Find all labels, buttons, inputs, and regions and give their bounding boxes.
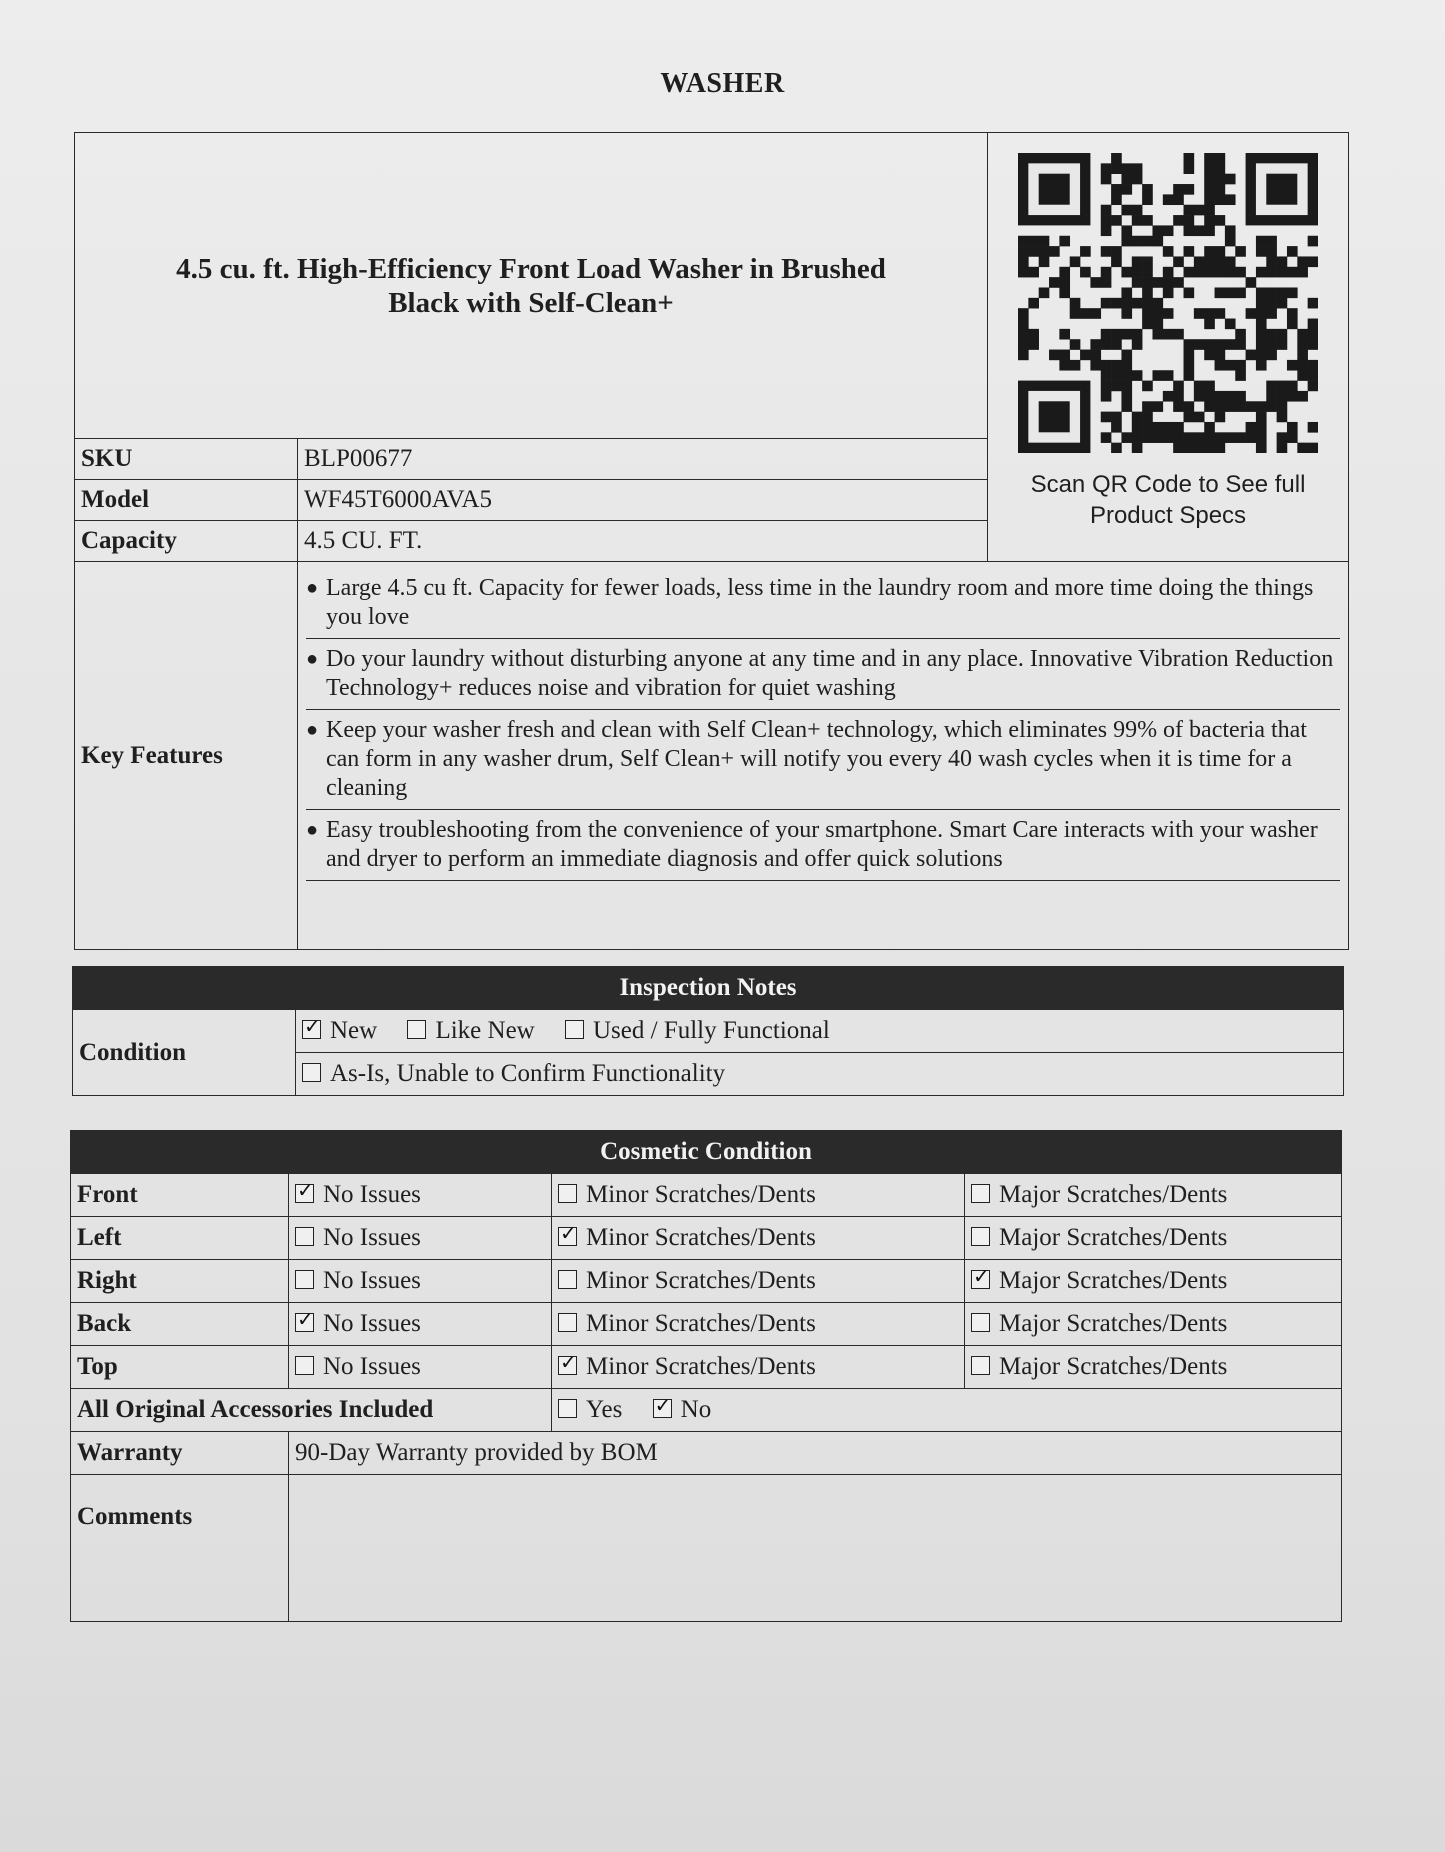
cosmetic-row-label: Left bbox=[71, 1217, 289, 1260]
condition-option-new[interactable]: ✓New bbox=[302, 1017, 377, 1044]
cosmetic-row-label: Front bbox=[71, 1174, 289, 1217]
spec-label: Model bbox=[75, 480, 298, 521]
checkbox-icon[interactable] bbox=[302, 1020, 321, 1039]
feature-item: ● Large 4.5 cu ft. Capacity for fewer loads, less time in the laundry room and more time doing the things you love bbox=[306, 568, 1340, 639]
cosmetic-option-major[interactable]: Major Scratches/Dents bbox=[965, 1346, 1342, 1389]
condition-options-row1 bbox=[296, 1010, 1344, 1053]
warranty-value: 90-Day Warranty provided by BOM bbox=[289, 1432, 1342, 1475]
checkbox-icon[interactable] bbox=[558, 1227, 577, 1246]
cosmetic-option-no-issues[interactable]: No Issues bbox=[289, 1217, 552, 1260]
checkbox-icon[interactable] bbox=[971, 1227, 990, 1246]
feature-item: ● Keep your washer fresh and clean with Self Clean+ technology, which eliminates 99% of bacteria that can form in any washer drum, Self Clean+ will notify you every 40 wash cycles when it is time for a cleaning bbox=[306, 710, 1340, 810]
cosmetic-option-minor[interactable]: Minor Scratches/Dents bbox=[552, 1174, 965, 1217]
accessories-option-yes[interactable]: Yes bbox=[558, 1396, 622, 1423]
cosmetic-option-major[interactable]: Major Scratches/Dents bbox=[965, 1174, 1342, 1217]
comments-label: Comments bbox=[71, 1475, 289, 1622]
product-table bbox=[74, 132, 1349, 950]
warranty-label: Warranty bbox=[71, 1432, 289, 1475]
accessories-options bbox=[552, 1389, 1342, 1432]
checkbox-icon[interactable] bbox=[295, 1227, 314, 1246]
cosmetic-row-top bbox=[71, 1346, 1342, 1389]
accessories-label: All Original Accessories Included bbox=[71, 1389, 552, 1432]
cosmetic-option-no-issues[interactable]: No Issues bbox=[289, 1260, 552, 1303]
spec-value: WF45T6000AVA5 bbox=[298, 480, 988, 521]
feature-item: ● Easy troubleshooting from the convenience of your smartphone. Smart Care interacts with your washer and dryer to perform an immediate diagnosis and offer quick solutions bbox=[306, 810, 1340, 881]
checkbox-icon[interactable] bbox=[558, 1356, 577, 1375]
spec-label: Capacity bbox=[75, 521, 298, 562]
product-name bbox=[75, 133, 988, 439]
accessories-option-no[interactable]: ✓ No bbox=[653, 1396, 712, 1423]
feature-blank bbox=[306, 881, 1340, 943]
cosmetic-option-minor[interactable]: Minor Scratches/Dents bbox=[552, 1260, 965, 1303]
cosmetic-row-left bbox=[71, 1217, 1342, 1260]
cosmetic-row-right bbox=[71, 1260, 1342, 1303]
checkbox-icon[interactable] bbox=[302, 1063, 321, 1082]
comments-field[interactable] bbox=[289, 1475, 1342, 1622]
cosmetic-option-no-issues[interactable]: ✓ No Issues bbox=[289, 1174, 552, 1217]
condition-label: Condition bbox=[73, 1010, 296, 1096]
checkbox-icon[interactable] bbox=[971, 1270, 990, 1289]
cosmetic-option-minor[interactable]: Minor Scratches/Dents bbox=[552, 1303, 965, 1346]
features-list bbox=[298, 562, 1349, 950]
cosmetic-row-front bbox=[71, 1174, 1342, 1217]
condition-option-like-new[interactable]: Like New bbox=[407, 1017, 534, 1044]
bullet-icon: ● bbox=[306, 719, 319, 741]
qr-cell bbox=[988, 133, 1349, 562]
checkbox-icon[interactable] bbox=[295, 1356, 314, 1375]
cosmetic-option-minor[interactable]: ✓ Minor Scratches/Dents bbox=[552, 1217, 965, 1260]
cosmetic-row-label: Top bbox=[71, 1346, 289, 1389]
inspection-header: Inspection Notes bbox=[73, 967, 1344, 1010]
qr-caption: Scan QR Code to See full Product Specs bbox=[1030, 471, 1306, 529]
accessories-row bbox=[71, 1389, 1342, 1432]
checkbox-icon[interactable] bbox=[558, 1184, 577, 1203]
spec-label: SKU bbox=[75, 439, 298, 480]
condition-option-used[interactable]: Used / Fully Functional bbox=[565, 1017, 830, 1044]
checkbox-icon[interactable] bbox=[653, 1399, 672, 1418]
cosmetic-option-major[interactable]: Major Scratches/Dents bbox=[965, 1303, 1342, 1346]
condition-option-as-is[interactable]: As-Is, Unable to Confirm Functionality bbox=[302, 1060, 725, 1087]
spec-value: BLP00677 bbox=[298, 439, 988, 480]
document-title: WASHER bbox=[660, 68, 785, 99]
cosmetic-row-back bbox=[71, 1303, 1342, 1346]
checkbox-icon[interactable] bbox=[295, 1313, 314, 1332]
bullet-icon: ● bbox=[306, 648, 319, 670]
warranty-row bbox=[71, 1432, 1342, 1475]
checkbox-icon[interactable] bbox=[295, 1270, 314, 1289]
inspection-table bbox=[72, 966, 1344, 1096]
checkbox-icon[interactable] bbox=[971, 1184, 990, 1203]
checkbox-icon[interactable] bbox=[558, 1270, 577, 1289]
cosmetic-option-no-issues[interactable]: No Issues bbox=[289, 1346, 552, 1389]
cosmetic-option-major[interactable]: Major Scratches/Dents bbox=[965, 1217, 1342, 1260]
condition-options-row2 bbox=[296, 1053, 1344, 1096]
cosmetic-option-no-issues[interactable]: ✓ No Issues bbox=[289, 1303, 552, 1346]
cosmetic-table bbox=[70, 1130, 1342, 1622]
checkbox-icon[interactable] bbox=[558, 1313, 577, 1332]
cosmetic-option-major[interactable]: ✓ Major Scratches/Dents bbox=[965, 1260, 1342, 1303]
checkbox-icon[interactable] bbox=[971, 1356, 990, 1375]
bullet-icon: ● bbox=[306, 819, 319, 841]
checkbox-icon[interactable] bbox=[971, 1313, 990, 1332]
features-row bbox=[75, 562, 1349, 950]
features-label: Key Features bbox=[75, 562, 298, 950]
qr-code-icon[interactable] bbox=[998, 153, 1338, 453]
checkbox-icon[interactable] bbox=[558, 1399, 577, 1418]
product-name-line1: 4.5 cu. ft. High-Efficiency Front Load Washer in Brushed bbox=[176, 252, 886, 285]
cosmetic-header: Cosmetic Condition bbox=[71, 1131, 1342, 1174]
checkbox-icon[interactable] bbox=[565, 1020, 584, 1039]
cosmetic-option-minor[interactable]: ✓ Minor Scratches/Dents bbox=[552, 1346, 965, 1389]
checkbox-icon[interactable] bbox=[295, 1184, 314, 1203]
comments-row bbox=[71, 1475, 1342, 1622]
checkbox-icon[interactable] bbox=[407, 1020, 426, 1039]
cosmetic-row-label: Back bbox=[71, 1303, 289, 1346]
cosmetic-row-label: Right bbox=[71, 1260, 289, 1303]
product-name-line2: Black with Self-Clean+ bbox=[388, 286, 674, 319]
feature-item: ● Do your laundry without disturbing anyone at any time and in any place. Innovative Vibration Reduction Technology+ reduces noise and vibration for quiet washing bbox=[306, 639, 1340, 710]
bullet-icon: ● bbox=[306, 577, 319, 599]
spec-value: 4.5 CU. FT. bbox=[298, 521, 988, 562]
